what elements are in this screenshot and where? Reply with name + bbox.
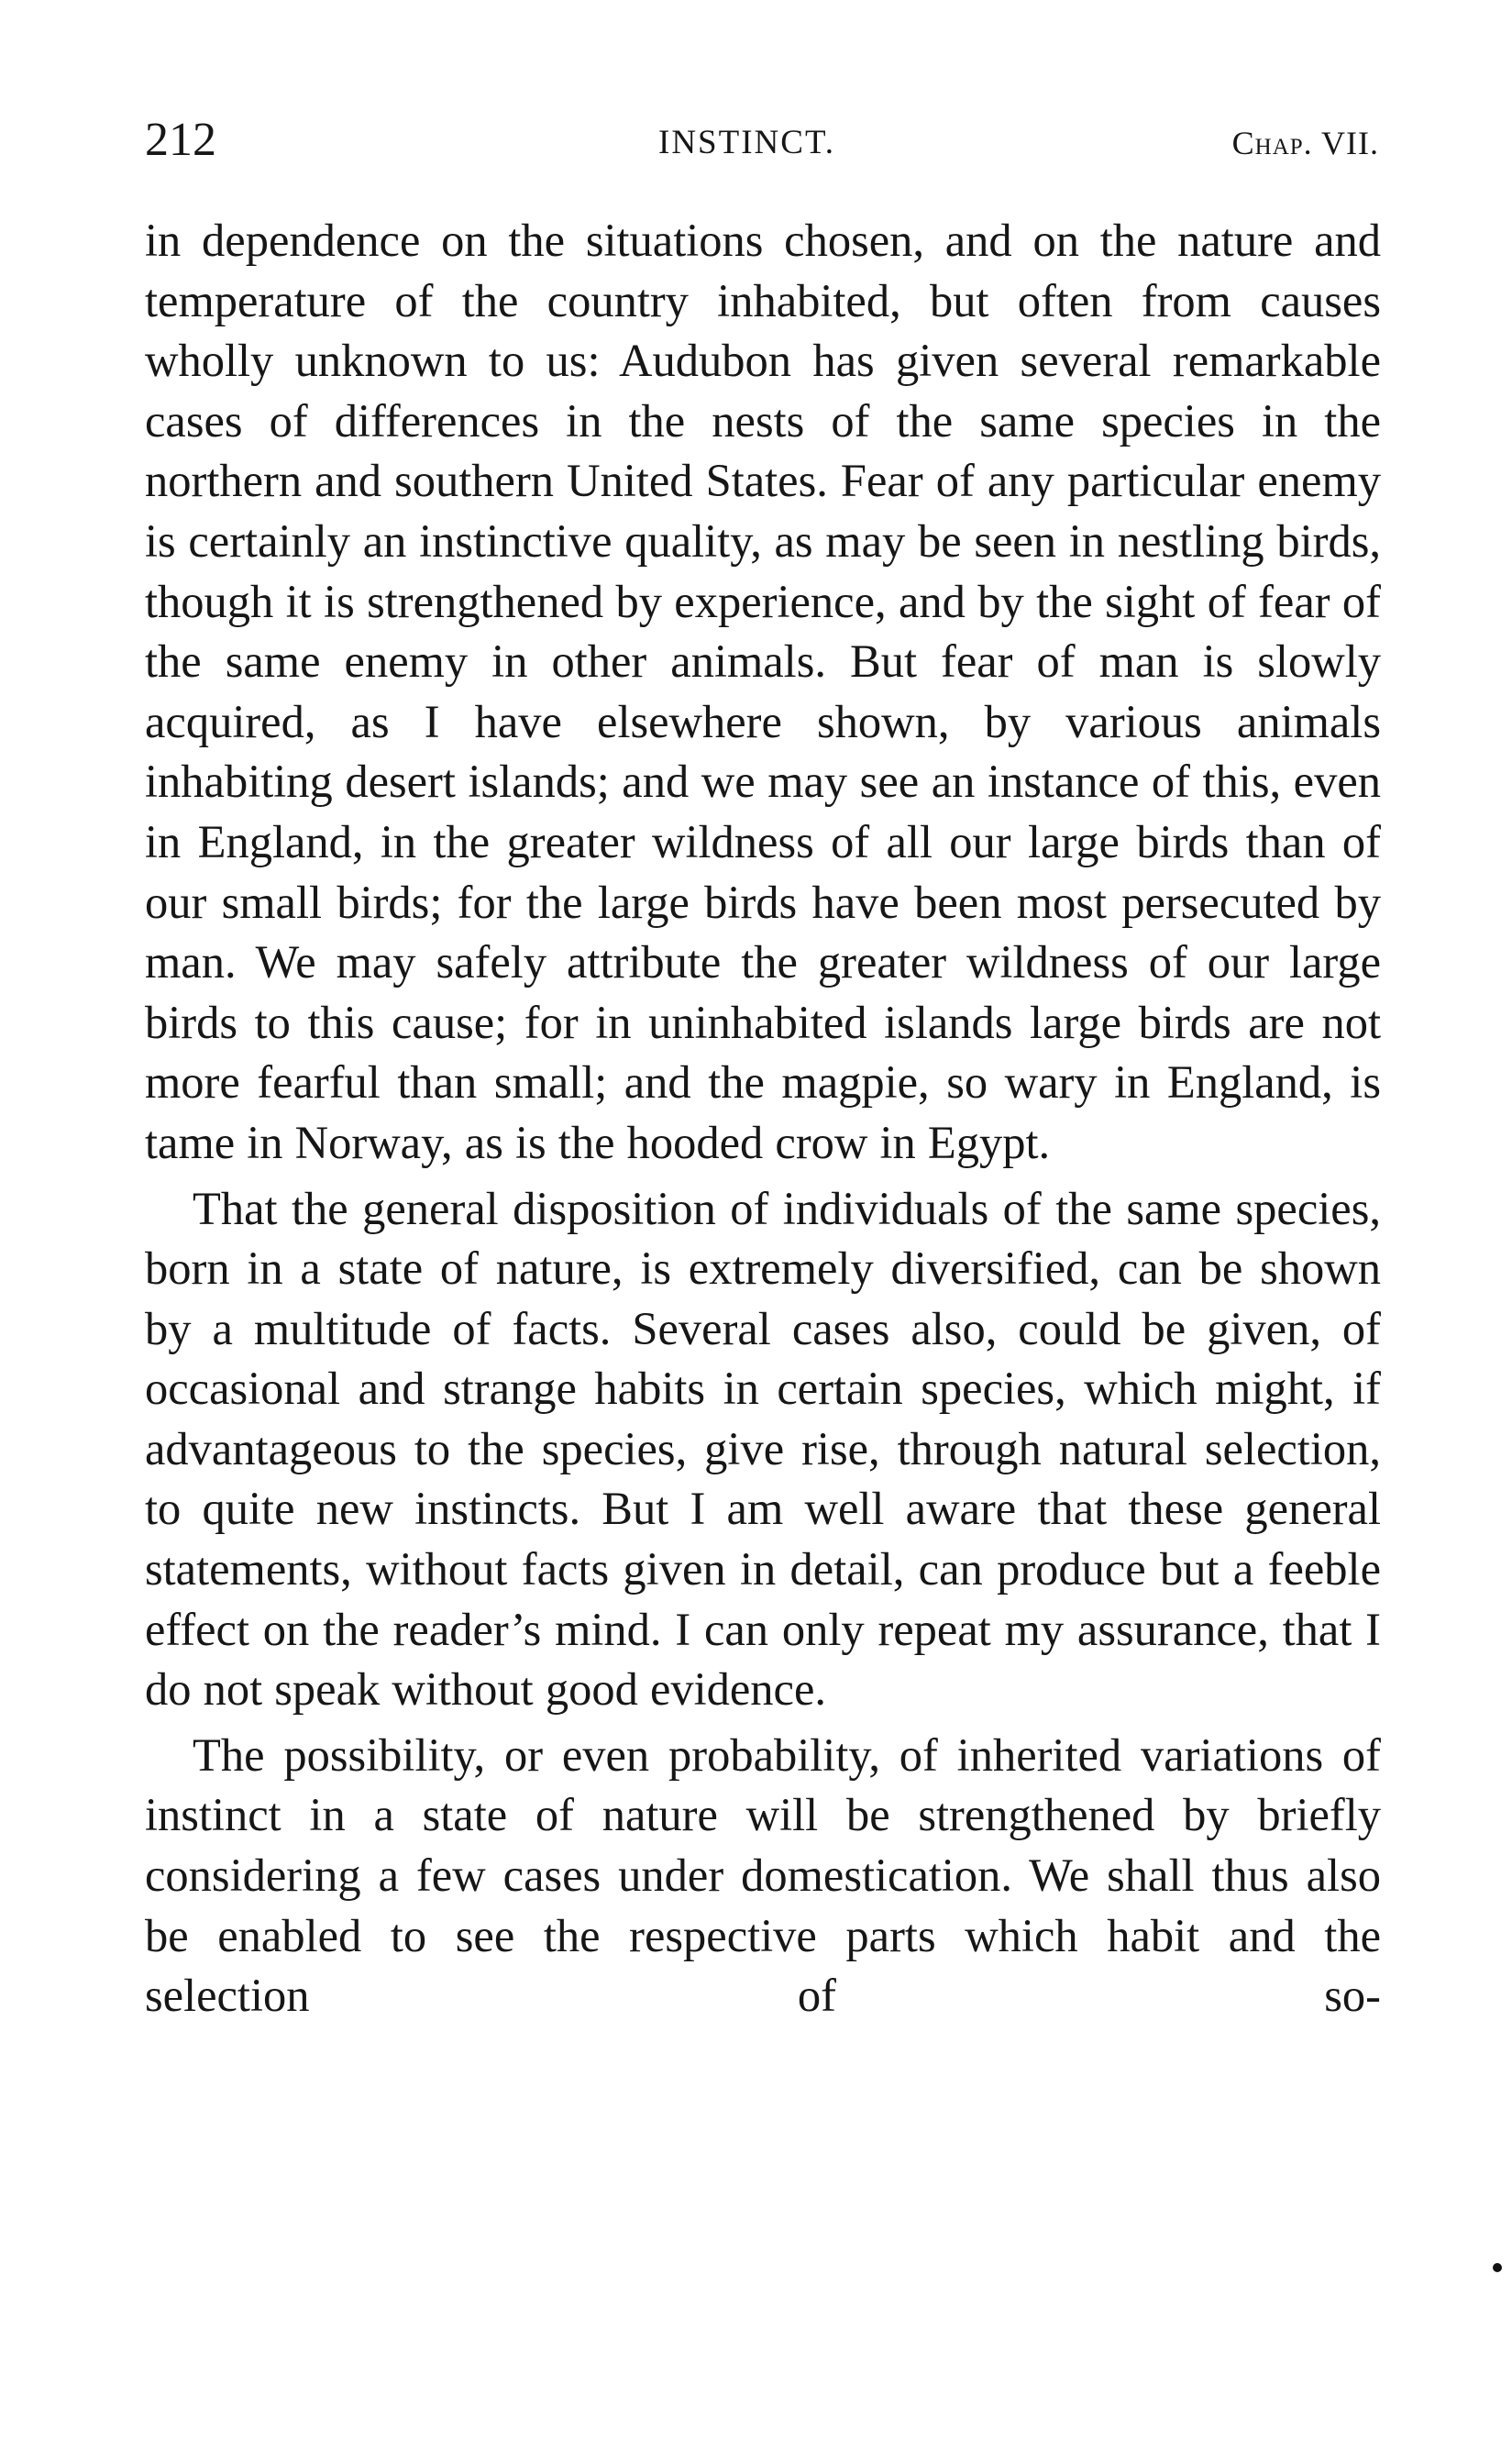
running-title: INSTINCT. (658, 124, 836, 161)
ink-speck (1493, 2263, 1502, 2272)
chapter-label: Chap. VII. (1231, 125, 1379, 161)
paragraph-2: That the general disposition of individuals of the same species, born in a state of nature, is extremely diversified, can be shown by a multitude of facts. Several cases also, could be given, of occasional and strange habits in certain species, which might, if advantageous to the species, give rise, through natural selection, to quite new instincts. But I am well aware that these general statements, without facts given in detail, can produce but a feeble effect on the reader’s mind. I can only repeat my assurance, that I do not speak without good evidence. (145, 1182, 1381, 1716)
paragraph-3: The possibility, or even probability, of inherited variations of instinct in a state of nature will be strengthened by briefly considering a few cases under domestication. We shall thus also be enabled to see the respective parts which habit and the selection of so- (145, 1728, 1381, 2022)
page-number: 212 (145, 114, 216, 166)
running-head (145, 108, 1381, 172)
paragraph-1: in dependence on the situations chosen, and on the nature and temperature of the country inhabited, but often from causes wholly unknown to us: Audubon has given several remarkable cases of differences in the nests of the same species in the northern and southern United States. Fear of any particular enemy is certainly an instinctive quality, as may be seen in nestling birds, though it is strengthened by experience, and by the sight of fear of the same enemy in other animals. But fear of man is slowly acquired, as I have elsewhere shown, by various animals inhabiting desert islands; and we may see an instance of this, even in England, in the greater wildness of all our large birds than of our small birds; for the large birds have been most persecuted by man. We may safely attribute the greater wildness of our large birds to this cause; for in uninhabited islands large birds are not more fearful than small; and the magpie, so wary in England, is tame in Norway, as is the hooded crow in Egypt. (145, 215, 1381, 1168)
body-text (145, 211, 1381, 2026)
